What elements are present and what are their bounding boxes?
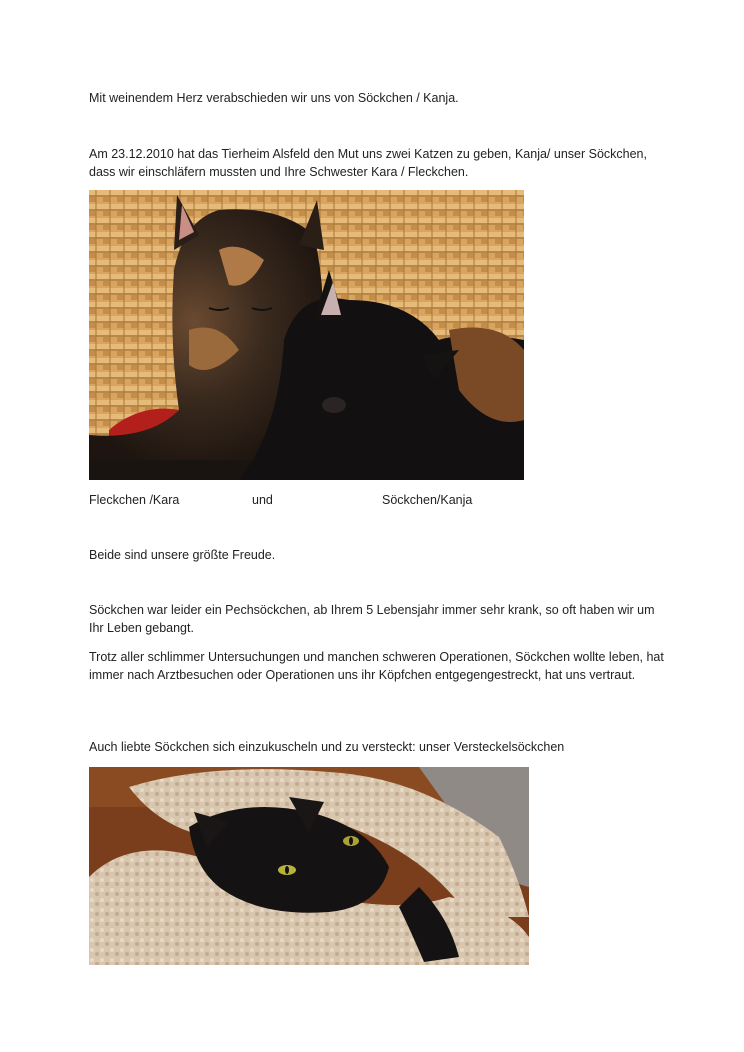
adoption-paragraph: Am 23.12.2010 hat das Tierheim Alsfeld den Mut uns zwei Katzen zu geben, Kanja/ unser Söckchen, dass wir einschläfern mussten und Ihre Schwester Kara / Fleckchen. [89,147,647,179]
caption-left: Fleckchen /Kara [89,493,180,507]
joy-paragraph: Beide sind unsere größte Freude. [89,548,276,562]
caption-right: Söckchen/Kanja [382,493,473,507]
illness-paragraph: Söckchen war leider ein Pechsöckchen, ab Ihrem 5 Lebensjahr immer sehr krank, so oft haben wir um Ihr Leben gebangt. [89,603,655,635]
caption-middle: und [252,493,273,507]
intro-paragraph: Mit weinendem Herz verabschieden wir uns von Söckchen / Kanja. [89,91,459,105]
hiding-cat-photo [89,767,529,965]
courage-paragraph: Trotz aller schlimmer Untersuchungen und manchen schweren Operationen, Söckchen wollte leben, hat immer nach Arztbesuchen oder Operationen uns ihr Köpfchen entgegengestreckt, hat uns vertraut. [89,650,664,682]
hiding-paragraph: Auch liebte Söckchen sich einzukuscheln und zu versteckt: unser Versteckelsöckchen [89,740,565,754]
two-cats-photo [89,190,524,480]
